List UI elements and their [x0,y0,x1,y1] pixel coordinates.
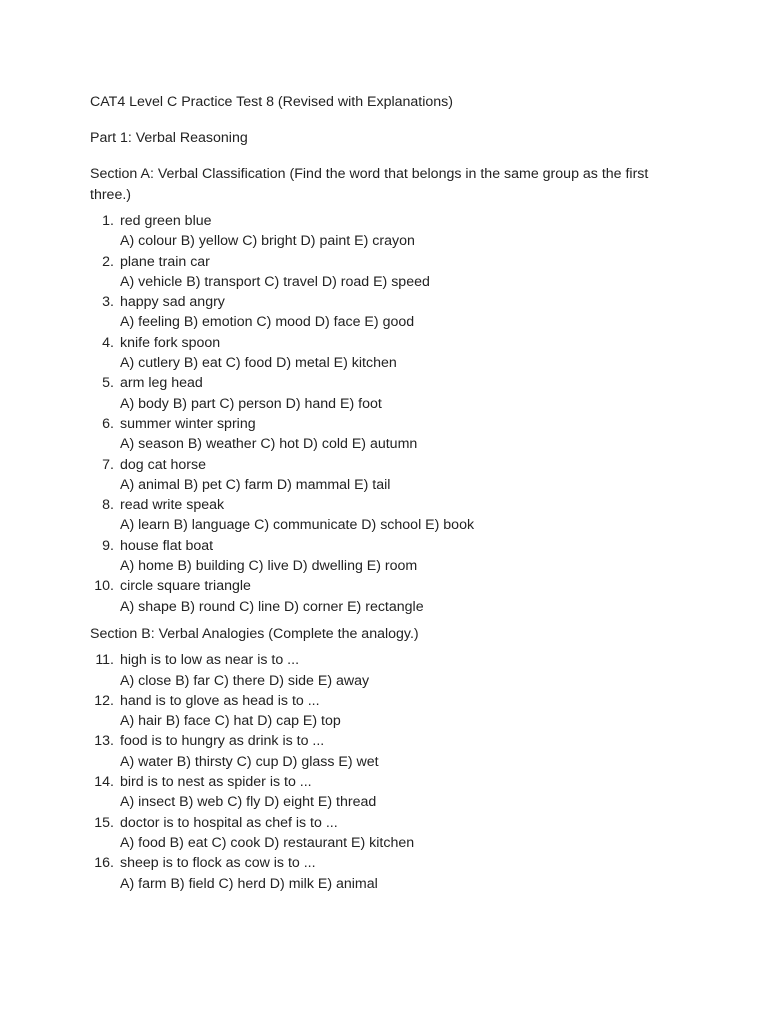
question-options: A) water B) thirsty C) cup D) glass E) wet [120,753,379,770]
question-stem: bird is to nest as spider is to ... [120,774,312,791]
question-number: 5. [102,375,114,392]
question-item [90,576,668,617]
question-options: A) season B) weather C) hot D) cold E) autumn [120,436,418,453]
question-stem: knife fork spoon [120,334,221,351]
question-stem: food is to hungry as drink is to ... [120,733,325,750]
question-stem: red green blue [120,213,212,229]
question-stem: arm leg head [120,375,203,392]
question-number: 9. [102,537,114,554]
question-number: 7. [102,456,114,473]
question-options: A) feeling B) emotion C) mood D) face E) good [120,314,415,331]
question-item [90,536,668,577]
question-stem: read write speak [120,497,225,514]
question-item [90,211,668,252]
question-options: A) hair B) face C) hat D) cap E) top [120,713,341,730]
question-stem: high is to low as near is to ... [120,652,300,669]
question-stem: circle square triangle [120,578,251,595]
question-item [90,373,668,414]
question-number: 1. [102,213,114,229]
question-options: A) shape B) round C) line D) corner E) rectangle [120,598,424,615]
section-b-question-list [90,650,668,894]
question-options: A) home B) building C) live D) dwelling E) room [120,558,418,575]
question-item [90,414,668,455]
question-item [90,292,668,333]
question-stem: sheep is to flock as cow is to ... [120,855,316,872]
question-item [90,813,668,854]
question-item [90,252,668,293]
section-a-heading: Section A: Verbal Classification (Find the word that belongs in the same group as the first three.) [90,166,649,203]
question-stem: house flat boat [120,537,214,554]
question-number: 16. [94,855,114,872]
question-options: A) food B) eat C) cook D) restaurant E) kitchen [120,834,415,851]
question-stem: summer winter spring [120,415,256,432]
question-item [90,495,668,536]
question-item [90,853,668,894]
question-number: 4. [102,334,114,351]
question-options: A) body B) part C) person D) hand E) foot [120,395,382,412]
question-stem: dog cat horse [120,456,206,473]
question-number: 8. [102,497,114,514]
document-title: CAT4 Level C Practice Test 8 (Revised with Explanations) [90,94,453,110]
question-options: A) cutlery B) eat C) food D) metal E) kitchen [120,355,397,372]
question-number: 2. [102,253,114,270]
question-options: A) insect B) web C) fly D) eight E) thread [120,794,377,811]
part-heading: Part 1: Verbal Reasoning [90,130,248,146]
question-options: A) colour B) yellow C) bright D) paint E) crayon [120,233,415,250]
section-a-question-list [90,211,668,617]
question-number: 14. [94,774,114,791]
question-item [90,772,668,813]
question-item [90,650,668,691]
question-item [90,333,668,374]
question-item [90,455,668,496]
question-number: 11. [95,652,114,669]
question-number: 3. [102,294,114,311]
question-number: 12. [94,692,114,709]
question-options: A) vehicle B) transport C) travel D) road E) speed [120,273,430,290]
question-number: 13. [94,733,114,750]
question-stem: plane train car [120,253,210,270]
question-options: A) farm B) field C) herd D) milk E) animal [120,875,378,892]
question-stem: happy sad angry [120,294,225,311]
question-stem: doctor is to hospital as chef is to ... [120,814,338,831]
question-options: A) learn B) language C) communicate D) school E) book [120,517,475,534]
section-b-heading: Section B: Verbal Analogies (Complete the analogy.) [90,625,419,642]
question-number: 15. [94,814,114,831]
question-options: A) animal B) pet C) farm D) mammal E) tail [120,476,391,493]
question-item [90,691,668,732]
question-item [90,731,668,772]
question-stem: hand is to glove as head is to ... [120,692,320,709]
question-number: 10. [94,578,114,595]
question-options: A) close B) far C) there D) side E) away [120,672,370,689]
document-page [90,92,668,894]
question-number: 6. [102,415,114,432]
